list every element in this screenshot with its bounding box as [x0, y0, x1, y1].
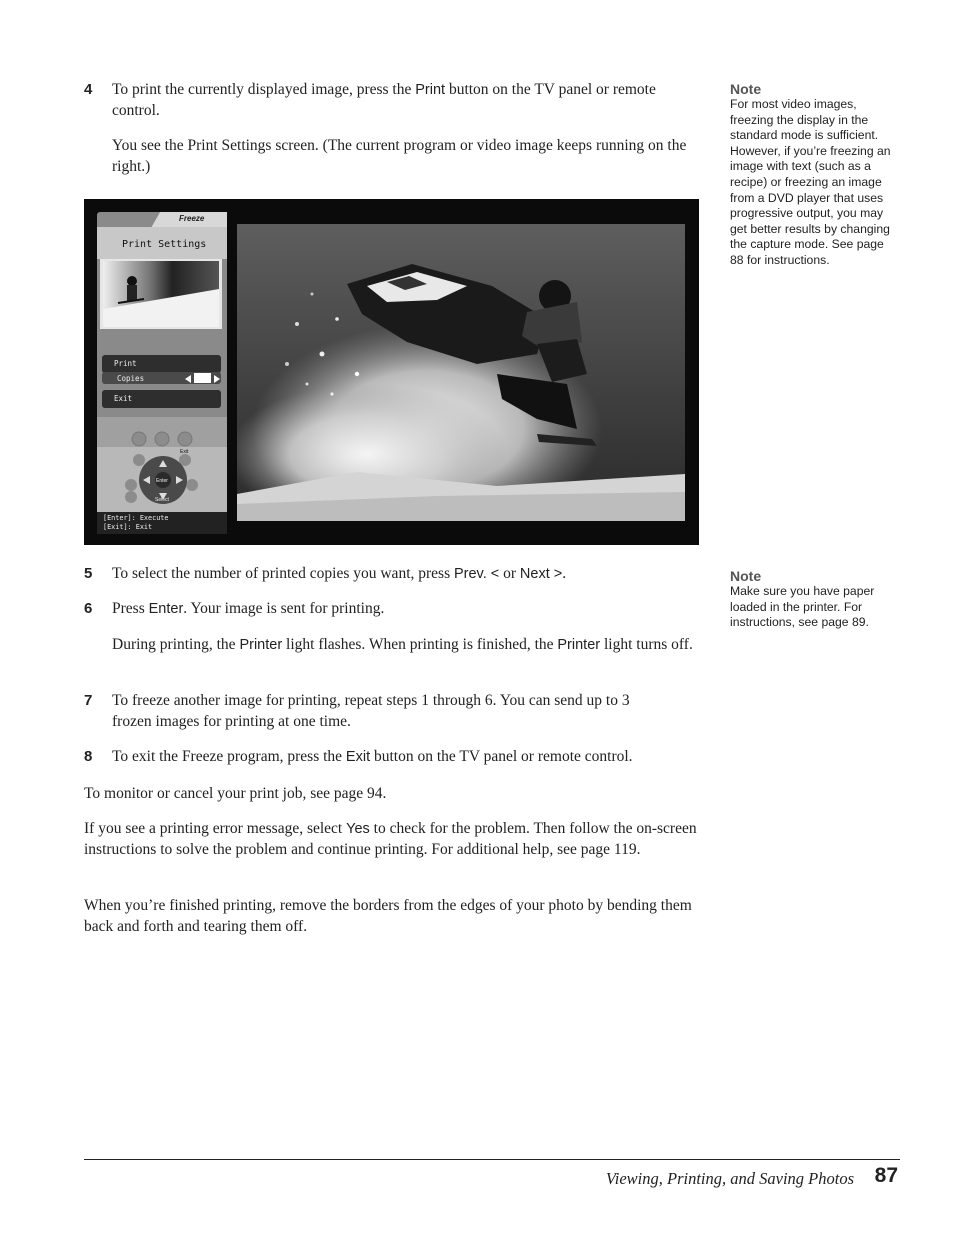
step-text	[112, 635, 702, 656]
text-run: To print the currently displayed image, press the	[112, 81, 416, 98]
status-exit: [Exit]: Exit	[103, 523, 153, 531]
error-paragraph	[84, 819, 700, 860]
step-text	[112, 747, 702, 768]
step-text	[112, 564, 702, 585]
ui-term: Printer	[557, 637, 601, 653]
text-run: or	[499, 565, 520, 582]
ui-term: Print	[415, 82, 446, 98]
text-run: light turns off.	[600, 636, 693, 653]
copies-menu-label: Copies	[117, 374, 145, 383]
ui-term: Prev. <	[453, 566, 500, 582]
text-run: During printing, the	[112, 636, 240, 653]
step-number: 4	[84, 81, 93, 98]
note-2	[730, 568, 900, 631]
thumbnail-frame	[100, 259, 222, 329]
monitor-paragraph: To monitor or cancel your print job, see page 94.	[84, 785, 387, 802]
remote-enter-label: Enter	[156, 478, 168, 484]
note-text: For most video images, freezing the display in the standard mode is sufficient. However, if you’re freezing an image with text (such as a recipe) or freezing an image from a DVD player that uses progressive output, you may get better results by changing the capture mode. See page 88 for instructions.	[730, 97, 891, 267]
remote-select-label: Select	[155, 497, 169, 503]
exit-menu-label: Exit	[114, 394, 133, 403]
note-text: Make sure you have paper loaded in the printer. For instructions, see page 89.	[730, 584, 875, 630]
step-number: 5	[84, 565, 93, 582]
text-run: If you see a printing error message, select	[84, 820, 347, 837]
step-number: 6	[84, 600, 93, 617]
ui-term: Exit	[345, 749, 371, 765]
copies-value: 1	[194, 373, 211, 383]
note-title: Note	[730, 81, 762, 97]
footer-title: Viewing, Printing, and Saving Photos	[605, 1169, 854, 1188]
prev-arrow-icon[interactable]	[185, 375, 191, 383]
footer-rule	[84, 1159, 900, 1160]
text-run: .	[562, 565, 567, 582]
ui-term: Enter	[148, 601, 184, 617]
ui-term: Yes	[346, 821, 370, 837]
print-menu-label: Print	[114, 359, 137, 368]
step-text: To freeze another image for printing, repeat steps 1 through 6. You can send up to 3 frozen images for printing at one time.	[112, 692, 630, 730]
step-number: 7	[84, 692, 93, 709]
text-run: . Your image is sent for printing.	[183, 600, 385, 617]
step-text	[112, 80, 702, 121]
text-run: to check for the problem. Then follow the on-screen instructions to solve the problem and continue printing. For additional help, see page 119.	[84, 820, 697, 858]
status-execute: [Enter]: Execute	[103, 514, 169, 522]
note-1	[730, 81, 900, 269]
step-number: 8	[84, 748, 93, 765]
page-number: 87	[874, 1164, 898, 1187]
note-title: Note	[730, 568, 762, 584]
thumbnail-image	[100, 259, 222, 329]
freeze-tab-label: Freeze	[179, 214, 205, 223]
text-run: button on the TV panel or remote control.	[370, 748, 633, 765]
step-text: You see the Print Settings screen. (The current program or video image keeps running on the right.)	[112, 137, 687, 175]
snowmobile-photo	[237, 224, 685, 521]
panel-title: Print Settings	[122, 239, 207, 250]
text-run: Press	[112, 600, 149, 617]
ui-term: Printer	[239, 637, 283, 653]
next-arrow-icon[interactable]	[214, 375, 220, 383]
print-settings-screenshot	[84, 199, 699, 545]
ui-term: Next >	[519, 566, 563, 582]
text-run: button on the TV panel or remote control.	[112, 81, 656, 119]
text-run: To exit the Freeze program, press the	[112, 748, 346, 765]
finish-paragraph: When you’re finished printing, remove the borders from the edges of your photo by bending them back and forth and tearing them off.	[84, 897, 692, 935]
remote-exit-label: Exit	[180, 449, 189, 455]
text-run: To select the number of printed copies you want, press	[112, 565, 454, 582]
step-text	[112, 599, 702, 620]
text-run: light flashes. When printing is finished, the	[282, 636, 558, 653]
